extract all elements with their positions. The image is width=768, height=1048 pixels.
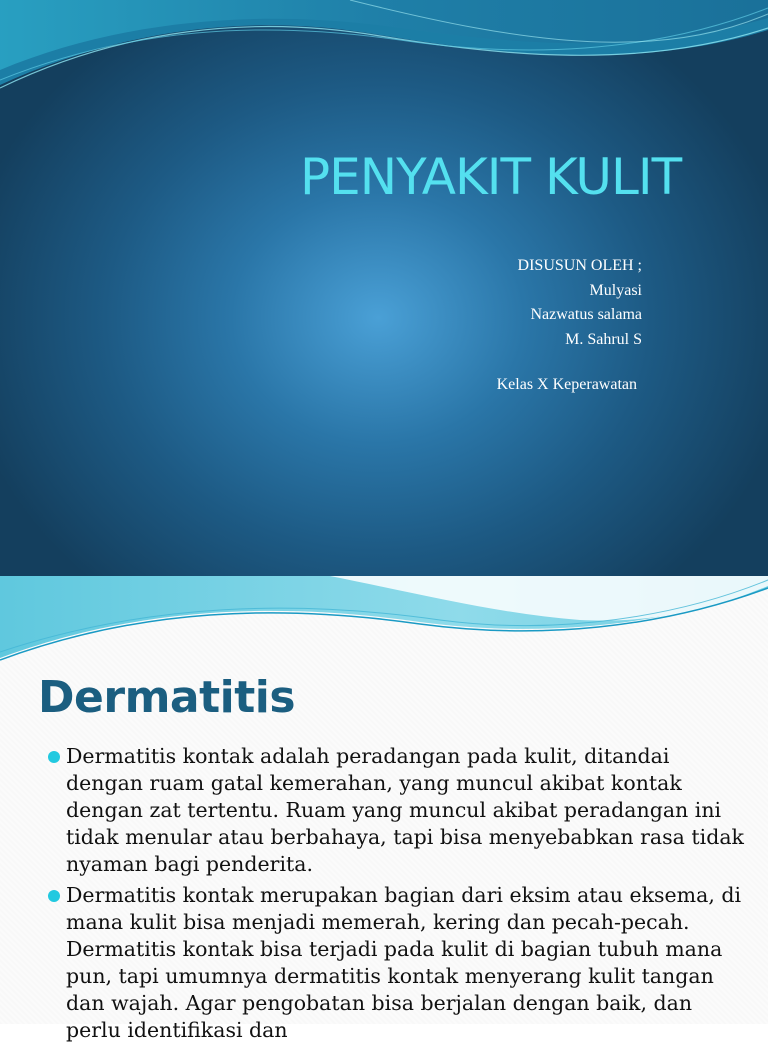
author-name: M. Sahrul S (565, 330, 642, 348)
author-name: Mulyasi (589, 281, 642, 299)
authors-heading: DISUSUN OLEH ; (517, 257, 642, 274)
bullet-text: Dermatitis kontak merupakan bagian dari eksim atau eksema, di mana kulit bisa menjadi memerah, kering dan pecah-pecah. Dermatitis kontak bisa terjadi pada kulit di bagian tubuh mana pun, tapi umumnya dermatitis kontak menyerang kulit tangan dan wajah. Agar pengobatan bisa berjalan dengan baik, dan perlu identifikasi dan (66, 883, 742, 1042)
list-item (48, 882, 748, 1044)
bullet-list (48, 743, 748, 1048)
class-label: Kelas X Keperawatan (496, 376, 637, 393)
list-item (48, 743, 748, 878)
header-wave-decoration (0, 0, 768, 120)
header-wave-decoration (0, 576, 768, 676)
bullet-text: Dermatitis kontak adalah peradangan pada kulit, ditandai dengan ruam gatal kemerahan, yang muncul akibat kontak dengan zat tertentu. Ruam yang muncul akibat peradangan ini tidak menular atau berbahaya, tapi bisa menyebabkan rasa tidak nyaman bagi penderita. (66, 744, 744, 876)
content-slide (0, 576, 768, 1042)
author-name: Nazwatus salama (530, 306, 642, 323)
authors-block (518, 254, 642, 352)
bullet-icon (48, 751, 60, 763)
slide-title: Dermatitis (38, 672, 296, 723)
bullet-icon (48, 890, 60, 902)
slide-title: PENYAKIT KULIT (300, 148, 682, 206)
